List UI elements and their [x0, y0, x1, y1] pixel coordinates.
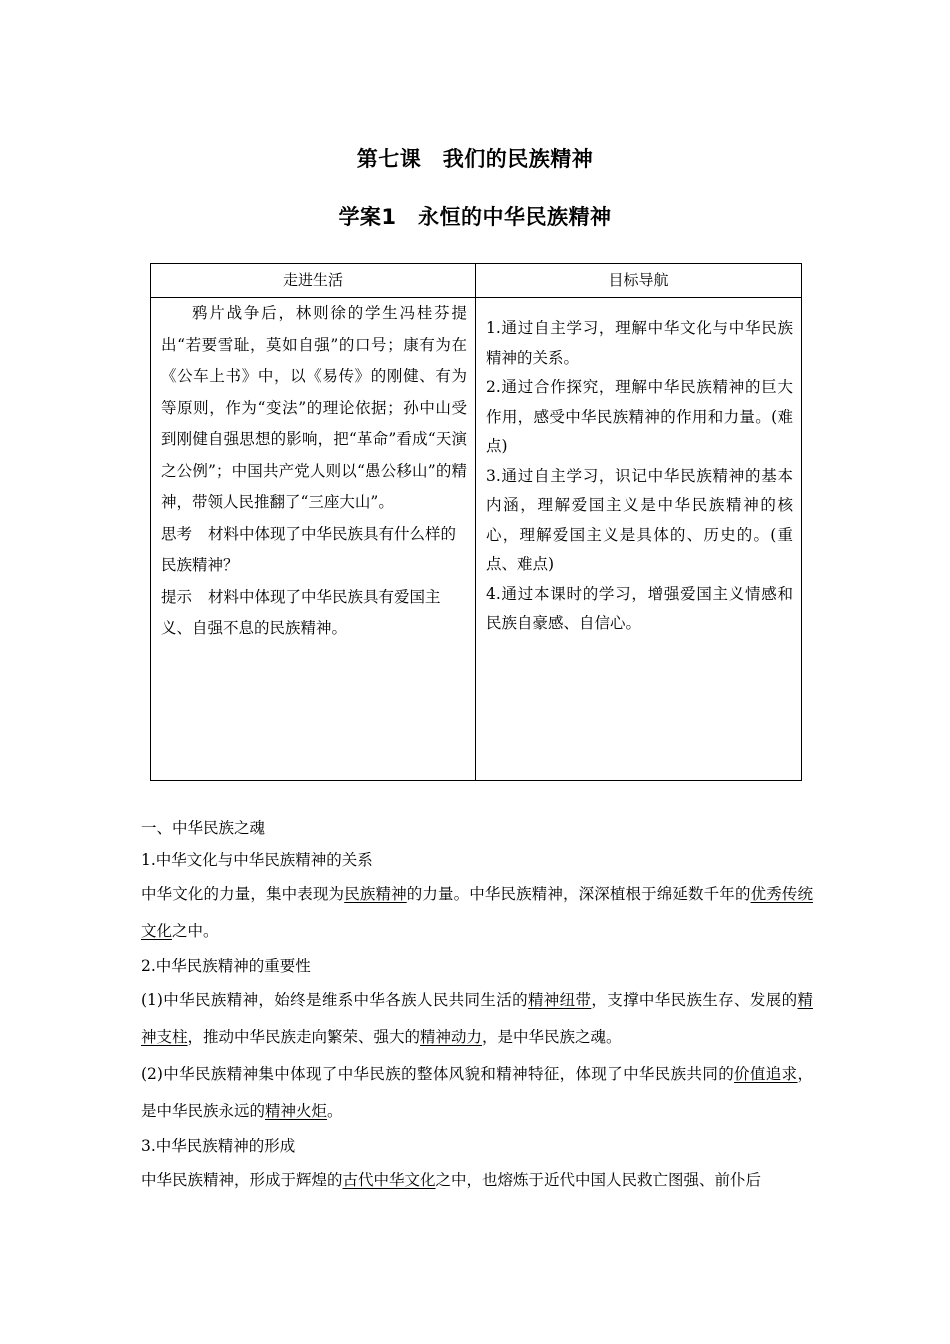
paragraph	[141, 876, 813, 950]
blank-answer: 古代中华文化	[342, 1171, 436, 1189]
subsection-heading: 1.中华文化与中华民族精神的关系	[141, 851, 373, 869]
text: 中华文化的力量，集中表现为	[141, 885, 345, 903]
text: ，是中华民族之魂。	[482, 1028, 622, 1046]
think-label: 思考	[161, 524, 193, 543]
paragraph	[141, 1056, 813, 1130]
hint-text: 材料中体现了中华民族具有爱国主义、自强不息的民族精神。	[161, 587, 441, 637]
blank-answer: 精神火炬	[265, 1102, 328, 1120]
think-text: 材料中体现了中华民族具有什么样的民族精神？	[161, 524, 457, 574]
goal-item: 2.通过合作探究，理解中华民族精神的巨大作用，感受中华民族精神的作用和力量。(难点)	[486, 378, 793, 455]
intro-table	[150, 263, 802, 781]
paragraph	[141, 982, 813, 1056]
text: ，支撑中华民族生存、发展的	[591, 991, 798, 1009]
hint-answer	[161, 582, 467, 645]
text: 之中，也熔炼于近代中国人民救亡图强、前仆后	[435, 1171, 762, 1189]
blank-answer: 精神动力	[420, 1028, 483, 1046]
header-goals: 目标导航	[476, 264, 802, 298]
blank-answer: 精神纽带	[527, 991, 592, 1009]
lesson-title: 第七课 我们的民族精神	[356, 147, 594, 171]
hint-label: 提示	[161, 587, 193, 606]
main-content	[141, 812, 813, 1199]
text: (2)中华民族精神集中体现了中华民族的整体风貌和精神特征，体现了中华民族共同的	[141, 1065, 735, 1083]
life-text: 鸦片战争后，林则徐的学生冯桂芬提出“若要雪耻，莫如自强”的口号；康有为在《公车上书》中，以《易传》的刚健、有为等原则，作为“变法”的理论依据；孙中山受到刚健自强思想的影响，把“革命”看成“天演之公例”；中国共产党人则以“愚公移山”的精神，带领人民推翻了“三座大山”。	[161, 304, 467, 511]
text: 中华民族精神，形成于辉煌的	[141, 1171, 343, 1189]
section-heading: 一、中华民族之魂	[141, 819, 266, 837]
text: 的力量。中华民族精神，深深植根于绵延数千年的	[406, 885, 751, 903]
blank-answer: 精神支柱	[141, 991, 813, 1046]
life-cell	[151, 298, 476, 781]
text: 。	[327, 1102, 343, 1120]
text: ，推动中华民族走向繁荣、强大的	[187, 1028, 421, 1046]
header-life: 走进生活	[151, 264, 476, 298]
goal-item: 1.通过自主学习，理解中华文化与中华民族精神的关系。	[486, 319, 793, 367]
text: ，是中华民族永远的	[141, 1065, 813, 1120]
plan-title: 学案1 永恒的中华民族精神	[338, 205, 612, 229]
goal-item: 3.通过自主学习，识记中华民族精神的基本内涵，理解爱国主义是中华民族精神的核心，理解爱国主义是具体的、历史的。(重点、难点)	[486, 466, 793, 573]
paragraph	[141, 1162, 813, 1199]
blank-answer: 民族精神	[344, 885, 407, 903]
blank-answer: 优秀传统文化	[141, 885, 813, 940]
goal-item: 4.通过本课时的学习，增强爱国主义情感和民族自豪感、自信心。	[486, 584, 793, 632]
think-question	[161, 519, 467, 582]
blank-answer: 价值追求	[734, 1065, 798, 1083]
goals-cell	[476, 298, 802, 781]
subsection-heading: 3.中华民族精神的形成	[141, 1137, 296, 1155]
text: (1)中华民族精神，始终是维系中华各族人民共同生活的	[141, 991, 528, 1009]
subsection-heading: 2.中华民族精神的重要性	[141, 957, 311, 975]
text: 之中。	[172, 922, 219, 940]
